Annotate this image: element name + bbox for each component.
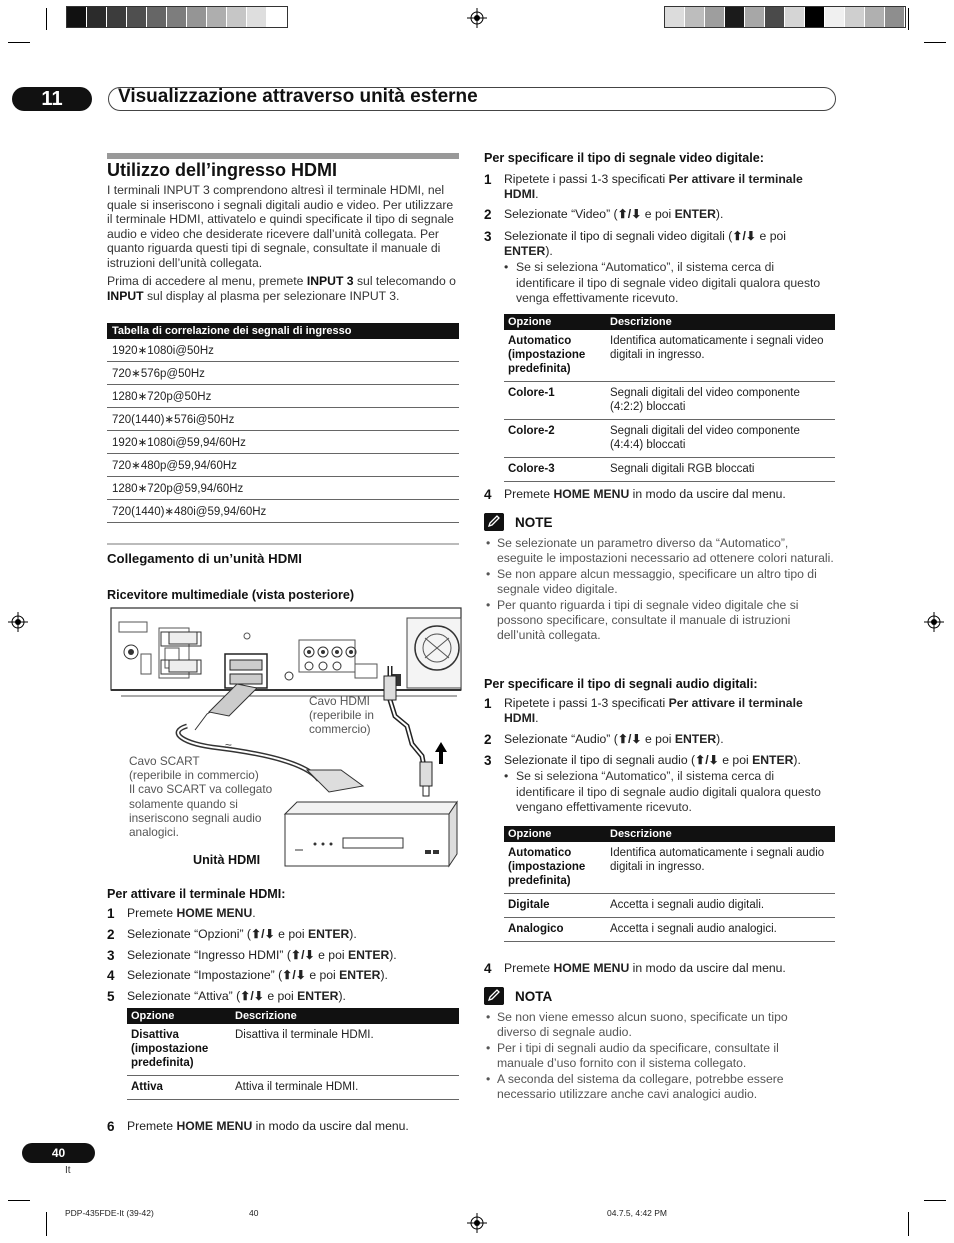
table-row — [504, 330, 835, 382]
step: 2 Selezionate “Audio” (⬆/⬇ e poi ENTER). — [484, 732, 724, 747]
color-swatch — [127, 7, 147, 27]
nota-list — [484, 1010, 814, 1104]
receiver-title: Ricevitore multimediale (vista posteriore) — [107, 588, 355, 602]
color-swatch — [865, 7, 885, 27]
trim-mark — [46, 8, 47, 30]
color-swatch — [705, 7, 725, 27]
color-swatch — [167, 7, 187, 27]
option-cell: Colore-1 — [504, 382, 606, 420]
table-row — [504, 894, 835, 918]
footer-file: PDP-435FDE-It (39-42) — [65, 1208, 154, 1218]
hdmi-cable-caption: Cavo HDMI (reperibile in commercio) — [309, 694, 374, 737]
table-row — [107, 362, 459, 385]
option-cell: Analogico — [504, 918, 606, 942]
color-swatch — [187, 7, 207, 27]
color-swatch — [207, 7, 227, 27]
trim-mark — [46, 1212, 47, 1236]
signal-cell: 720∗480p@59,94/60Hz — [107, 454, 459, 477]
color-swatch — [745, 7, 765, 27]
description-cell: Attiva il terminale HDMI. — [231, 1076, 459, 1100]
audio-option-table — [504, 826, 835, 942]
color-swatch — [107, 7, 127, 27]
color-swatch — [845, 7, 865, 27]
table-row — [107, 408, 459, 431]
list-item: • Se non viene emesso alcun suono, specificate un tipo diverso di segnale audio. — [484, 1010, 814, 1039]
step: 3 Selezionate il tipo di segnali video digitali (⬆/⬇ e poi ENTER). — [484, 229, 786, 258]
signal-cell: 720(1440)∗480i@59,94/60Hz — [107, 500, 459, 523]
signal-cell: 1920∗1080i@59,94/60Hz — [107, 431, 459, 454]
table-row — [107, 385, 459, 408]
color-swatch — [227, 7, 247, 27]
table-row — [127, 1076, 459, 1100]
step: 1 Premete HOME MENU. — [107, 906, 256, 921]
trim-mark — [8, 42, 30, 43]
hdmi-option-table — [127, 1008, 459, 1100]
option-cell: Automatico (impostazione predefinita) — [504, 330, 606, 382]
hdmi-unit-illustration — [285, 802, 457, 866]
chapter-title: Visualizzazione attraverso unità esterne — [118, 86, 478, 107]
description-cell: Identifica automaticamente i segnali audio digitali in ingresso. — [606, 842, 835, 894]
color-swatch — [147, 7, 167, 27]
registration-mark-right — [924, 612, 944, 632]
step: 6 Premete HOME MENU in modo da uscire dal menu. — [107, 1119, 409, 1134]
signal-cell: 1920∗1080i@50Hz — [107, 339, 459, 362]
color-swatch — [87, 7, 107, 27]
option-cell: Colore-2 — [504, 420, 606, 458]
column-header: Opzione — [504, 314, 606, 330]
page-number: 40 — [22, 1143, 95, 1163]
signal-cell: 1280∗720p@50Hz — [107, 385, 459, 408]
cable-break-mark: ≈ — [225, 739, 232, 753]
color-swatch — [885, 7, 905, 27]
list-item: • Per i tipi di segnali audio da specificare, consultate il manuale d’uso fornito con il sistema collegato. — [484, 1041, 814, 1070]
option-cell: Digitale — [504, 894, 606, 918]
table-row — [107, 500, 459, 523]
trim-mark — [908, 1212, 909, 1236]
color-swatch — [725, 7, 745, 27]
color-swatch — [685, 7, 705, 27]
section-rule — [107, 543, 459, 545]
receiver-rear-panel-illustration — [111, 608, 461, 696]
activate-title: Per attivare il terminale HDMI: — [107, 887, 286, 901]
color-swatch — [67, 7, 87, 27]
option-cell: Attiva — [127, 1076, 231, 1100]
step: 3 Selezionate il tipo di segnali audio (⬆/⬇ e poi ENTER). — [484, 753, 801, 768]
description-cell: Accetta i segnali audio digitali. — [606, 894, 835, 918]
step: 2 Selezionate “Opzioni” (⬆/⬇ e poi ENTER). — [107, 927, 357, 942]
color-swatch — [267, 7, 287, 27]
intro-paragraph-2: Prima di accedere al menu, premete INPUT 3 sul telecomando o INPUT sul display al plasma per selezionare INPUT 3. — [107, 274, 456, 303]
footer-page: 40 — [249, 1208, 259, 1218]
color-swatch — [785, 7, 805, 27]
list-item: • Per quanto riguarda i tipi di segnale video digitale che si possono specificare, consultate il manuale di istruzioni dell’unità collegata. — [484, 598, 834, 642]
table-row — [504, 458, 835, 482]
video-option-table — [504, 314, 835, 482]
table-row — [504, 382, 835, 420]
color-calibration-bar-left — [66, 6, 288, 28]
description-cell: Segnali digitali RGB bloccati — [606, 458, 835, 482]
color-swatch — [665, 7, 685, 27]
registration-mark-top — [467, 8, 487, 28]
description-cell: Disattiva il terminale HDMI. — [231, 1024, 459, 1076]
table-row — [127, 1024, 459, 1076]
trim-mark — [8, 1200, 30, 1201]
table-row — [504, 420, 835, 458]
video-section-title: Per specificare il tipo di segnale video digitale: — [484, 151, 764, 165]
step: 4 Selezionate “Impostazione” (⬆/⬇ e poi ENTER). — [107, 968, 388, 983]
column-header: Opzione — [127, 1008, 231, 1024]
signal-cell: 1280∗720p@59,94/60Hz — [107, 477, 459, 500]
option-cell: Automatico (impostazione predefinita) — [504, 842, 606, 894]
description-cell: Segnali digitali del video componente (4:4:4) bloccati — [606, 420, 835, 458]
table-row — [504, 918, 835, 942]
table-row — [107, 431, 459, 454]
trim-mark — [908, 8, 909, 30]
connect-title: Collegamento di un’unità HDMI — [107, 551, 302, 566]
signal-cell: 720∗576p@50Hz — [107, 362, 459, 385]
color-swatch — [247, 7, 267, 27]
intro-paragraph: I terminali INPUT 3 comprendono altresì il terminale HDMI, nel quale si inseriscono i segnali digitali audio e video. Per utilizzare il terminale HDMI, attivatelo e quindi specificate il tipo di segnale audio e video che desiderate ricevere dall’unità collegata. Per quanto riguarda questi tipi di segnale, consultate il manuale di istruzioni dell’unità collegata. — [107, 183, 454, 270]
audio-section-title: Per specificare il tipo di segnali audio digitali: — [484, 677, 758, 691]
footer-date: 04.7.5, 4:42 PM — [607, 1208, 668, 1218]
sub-bullet: • Se si seleziona “Automatico”, il sistema cerca di identificare il tipo di segnale audio digitali qualora questo vengano effettivamente ricevuto. — [504, 769, 821, 814]
description-cell: Accetta i segnali audio analogici. — [606, 918, 835, 942]
column-header: Descrizione — [231, 1008, 459, 1024]
nota-title: NOTA — [515, 989, 553, 1004]
list-item: • Se selezionate un parametro diverso da “Automatico”, eseguite le impostazioni necessario ad ottenere colori naturali. — [484, 536, 834, 565]
registration-mark-left — [8, 612, 28, 632]
step: 5 Selezionate “Attiva” (⬆/⬇ e poi ENTER). — [107, 989, 346, 1004]
list-item: • A seconda del sistema da collegare, potrebbe essere necessario utilizzare anche cavi analogici audio. — [484, 1072, 814, 1101]
option-cell: Colore-3 — [504, 458, 606, 482]
step: 1 Ripetete i passi 1-3 specificati Per attivare il terminale HDMI. — [484, 696, 803, 725]
note-list — [484, 536, 834, 644]
column-header: Descrizione — [606, 826, 835, 842]
column-header: Descrizione — [606, 314, 835, 330]
sub-bullet: • Se si seleziona “Automatico”, il sistema cerca di identificare il tipo di segnale video digitali qualora questo venga effettivamente ricevuto. — [504, 260, 821, 305]
section-title: Utilizzo dell’ingresso HDMI — [107, 160, 338, 180]
step: 3 Selezionate “Ingresso HDMI” (⬆/⬇ e poi ENTER). — [107, 948, 397, 963]
color-calibration-bar-right — [664, 6, 906, 28]
table-row — [107, 477, 459, 500]
page-language: It — [65, 1165, 71, 1176]
note-title: NOTE — [515, 515, 553, 530]
step: 4 Premete HOME MENU in modo da uscire dal menu. — [484, 961, 786, 976]
color-swatch — [805, 7, 825, 27]
note-pencil-icon — [484, 987, 504, 1005]
column-header: Opzione — [504, 826, 606, 842]
list-item: • Se non appare alcun messaggio, specificare un altro tipo di segnale video digitale. — [484, 567, 834, 596]
step: 4 Premete HOME MENU in modo da uscire dal menu. — [484, 487, 786, 502]
description-cell: Segnali digitali del video componente (4:2:2) bloccati — [606, 382, 835, 420]
hdmi-unit-label: Unità HDMI — [193, 853, 261, 867]
signal-correlation-table — [107, 323, 459, 523]
table-row — [107, 454, 459, 477]
step: 2 Selezionate “Video” (⬆/⬇ e poi ENTER). — [484, 207, 724, 222]
description-cell: Identifica automaticamente i segnali video digitali in ingresso. — [606, 330, 835, 382]
table-row — [107, 339, 459, 362]
note-pencil-icon — [484, 513, 504, 531]
color-swatch — [825, 7, 845, 27]
trim-mark — [924, 1200, 946, 1201]
option-cell: Disattiva (impostazione predefinita) — [127, 1024, 231, 1076]
section-rule — [107, 153, 459, 159]
table-row — [504, 842, 835, 894]
table-header: Tabella di correlazione dei segnali di ingresso — [107, 323, 459, 339]
trim-mark — [924, 42, 946, 43]
color-swatch — [765, 7, 785, 27]
registration-mark-bottom — [467, 1213, 487, 1233]
step: 1 Ripetete i passi 1-3 specificati Per attivare il terminale HDMI. — [484, 172, 803, 201]
scart-cable-caption: Cavo SCART (reperibile in commercio) Il cavo SCART va collegato solamente quando si inseriscono segnali audio analogici. — [129, 754, 273, 840]
signal-cell: 720(1440)∗576i@50Hz — [107, 408, 459, 431]
chapter-number: 11 — [12, 87, 92, 111]
